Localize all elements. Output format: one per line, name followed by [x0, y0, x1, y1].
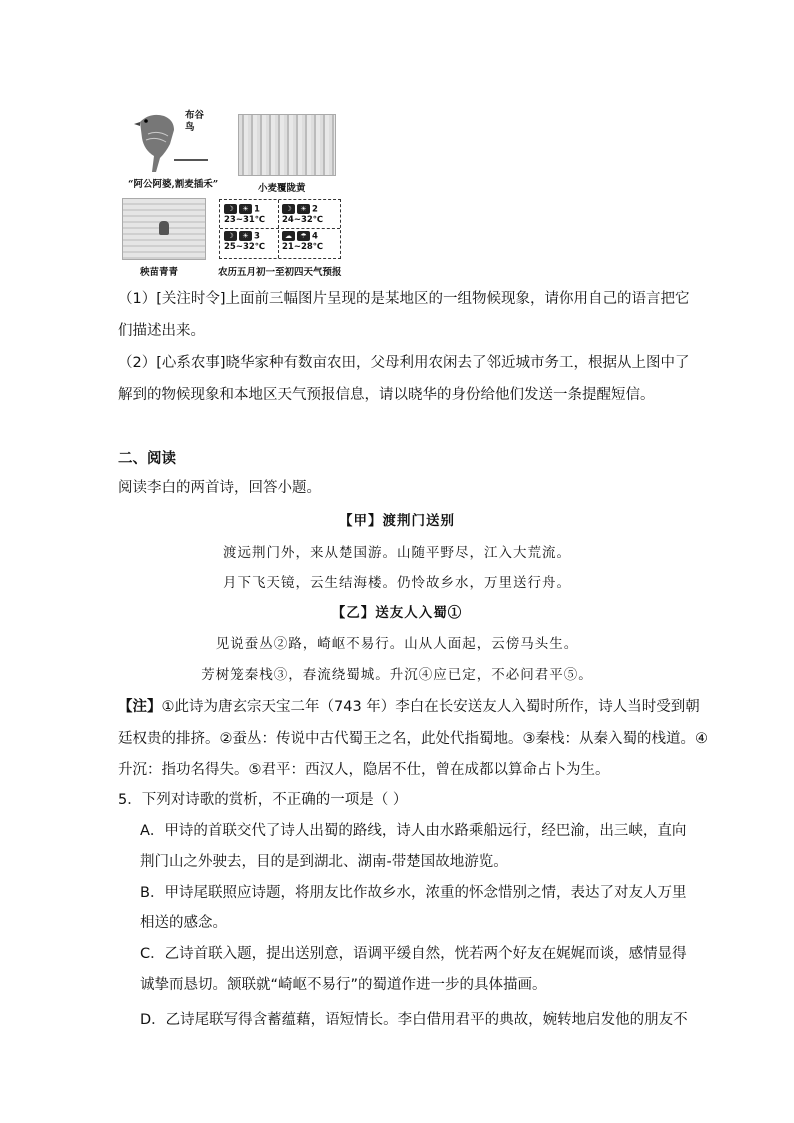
wheat-caption: 小麦覆陇黄: [258, 183, 306, 194]
poem-b-line-1: 见说蚕丛②路，崎岖不易行。山从人面起，云傍马头生。: [215, 636, 579, 652]
q1-line-2: 们描述出来。: [118, 323, 205, 339]
section-heading: 二、阅读: [118, 451, 176, 467]
forecast-temp: 25~32℃: [224, 241, 266, 252]
forecast-day-2: ☽ ☀ 2 24~32℃: [282, 204, 324, 225]
forecast-divider-v: [278, 200, 279, 258]
poem-b-line-2: 芳树笼秦栈③，春流绕蜀城。升沉④应已定，不必问君平⑤。: [201, 667, 593, 683]
moon-icon: ☽: [224, 204, 237, 214]
wheat-photo: [238, 114, 336, 176]
q2-line-1: （2）[心系农事]晓华家种有数亩农田，父母利用农闲去了邻近城市务工，根据从上图中了: [118, 355, 690, 371]
sun-icon: ☀: [239, 231, 252, 241]
section-intro: 阅读李白的两首诗，回答小题。: [118, 480, 321, 496]
seedling-caption: 秧苗青青: [140, 267, 179, 278]
poem-b-title: 【乙】送友人入蜀①: [331, 605, 463, 621]
forecast-temp: 24~32℃: [282, 214, 324, 225]
q2-line-2: 解到的物候现象和本地区天气预报信息，请以晓华的身份给他们发送一条提醒短信。: [118, 387, 655, 403]
rain-icon: ☂: [297, 231, 310, 241]
q5-option-a-line-2: 荆门山之外驶去，目的是到湖北、湖南-带楚国故地游览。: [140, 854, 508, 870]
poem-a-line-2: 月下飞天镜，云生结海楼。仍怜故乡水，万里送行舟。: [223, 575, 571, 591]
q5-option-b-line-1: B．甲诗尾联照应诗题，将朋友比作故乡水，浓重的怀念惜别之情，表达了对友人万里: [140, 885, 687, 901]
q5-option-d-line-1: D．乙诗尾联写得含蓄蕴藉，语短情长。李白借用君平的典故，婉转地启发他的朋友不: [140, 1012, 688, 1028]
forecast-day-1: ☽ ☀ 1 23~31℃: [224, 204, 266, 225]
poem-a-line-1: 渡远荆门外，来从楚国游。山随平野尽，江入大荒流。: [223, 545, 571, 561]
q5-option-c-line-1: C．乙诗首联入题，提出送别意，语调平缓自然，恍若两个好友在娓娓而谈，感情显得: [140, 946, 687, 962]
q5-stem: 5．下列对诗歌的赏析，不正确的一项是（ ）: [118, 792, 408, 808]
forecast-day-4: ☁ ☂ 4 21~28℃: [282, 231, 324, 252]
moon-icon: ☽: [224, 231, 237, 241]
farmer-figure: [159, 221, 169, 235]
q1-line-1: （1）[关注时令]上面前三幅图片呈现的是某地区的一组物候现象，请你用自己的语言把它: [118, 291, 690, 307]
cloud-icon: ☁: [282, 231, 295, 241]
forecast-temp: 21~28℃: [282, 241, 324, 252]
sun-icon: ☀: [297, 204, 310, 214]
forecast-temp: 23~31℃: [224, 214, 266, 225]
sun-icon: ☀: [239, 204, 252, 214]
note-line-3: 升沉：指功名得失。⑤君平：西汉人，隐居不仕，曾在成都以算命占卜为生。: [118, 762, 610, 778]
forecast-day-3: ☽ ☀ 3 25~32℃: [224, 231, 266, 252]
q5-option-b-line-2: 相送的感念。: [140, 915, 227, 931]
note-line-1: 【注】①此诗为唐玄宗天宝二年（743 年）李白在长安送友人入蜀时所作，诗人当时受到朝: [118, 699, 700, 715]
seedling-photo: [122, 198, 206, 260]
poem-a-title: 【甲】渡荆门送别: [339, 513, 455, 529]
forecast-divider-h: [220, 228, 340, 229]
bird-label: 布谷鸟: [185, 110, 205, 133]
forecast-caption: 农历五月初一至初四天气预报: [218, 267, 342, 278]
moon-icon: ☽: [282, 204, 295, 214]
note-line-2: 廷权贵的排挤。②蚕丛：传说中古代蜀王之名，此处代指蜀地。③秦栈：从秦入蜀的栈道。④: [118, 731, 708, 747]
bird-caption: “阿公阿婆,割麦插禾”: [128, 179, 219, 190]
note-label: 【注】: [118, 699, 162, 715]
q5-option-c-line-2: 诚挚而恳切。颔联就“崎岖不易行”的蜀道作进一步的具体描画。: [140, 977, 547, 993]
forecast-box: [219, 199, 341, 259]
q5-option-a-line-1: A．甲诗的首联交代了诗人出蜀的路线，诗人由水路乘船远行，经巴渝，出三峡，直向: [140, 823, 687, 839]
